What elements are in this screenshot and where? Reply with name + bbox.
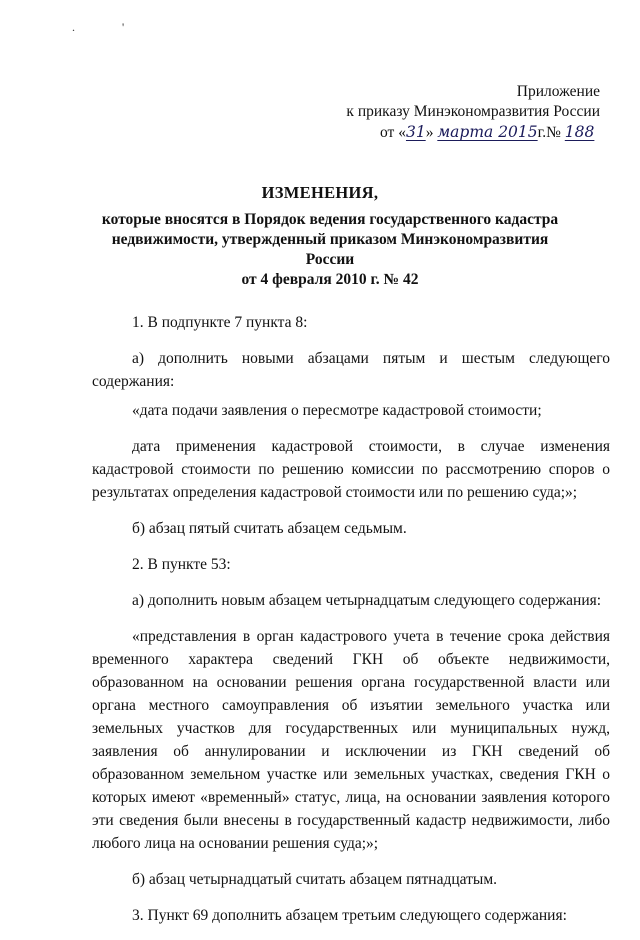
appendix-label: Приложение xyxy=(516,83,600,100)
paragraph: а) дополнить новым абзацем четырнадцатым следующего содержания: xyxy=(132,592,602,609)
paragraph: дата применения кадастровой стоимости, в случае изменения кадастровой стоимости по решению комиссии по рассмотрению споров о результатах определения кадастровой стоимости или по решению суда;»; xyxy=(92,438,610,501)
document-title: ИЗМЕНЕНИЯ, xyxy=(261,183,379,202)
paragraph: 1. В подпункте 7 пункта 8: xyxy=(132,314,308,331)
order-date-line xyxy=(340,122,600,143)
paragraph: 3. Пункт 69 дополнить абзацем третьим следующего содержания: xyxy=(132,907,567,924)
paragraph: «представления в орган кадастрового учета в течение срока действия временного характера сведений ГКН об объекте недвижимости, образованном на основании решения органа государственной власти или органа местного самоуправления об изъятии земельного участка или земельных участков для государственных или муниципальных нужд, заявления об аннулировании и исключении из ГКН сведений об образованном земельном участке или земельных участках, сведения ГКН о которых имеют «временный» статус, лица, на основании заявления которого эти сведения были внесены в государственный кадастр недвижимости, либо любого лица на основании решения суда;»; xyxy=(92,628,610,852)
paragraph: б) абзац пятый считать абзацем седьмым. xyxy=(132,520,407,537)
paragraph: б) абзац четырнадцатый считать абзацем пятнадцатым. xyxy=(132,871,498,888)
order-suffix: г.№ xyxy=(537,124,561,141)
subtitle-line-3: от 4 февраля 2010 г. № 42 xyxy=(241,271,419,288)
subtitle-line-2: недвижимости, утвержденный приказом Минэкономразвития России xyxy=(111,231,549,268)
appendix-order-reference: к приказу Минэкономразвития России xyxy=(346,103,600,120)
appendix-header xyxy=(340,82,600,143)
paragraph: 2. В пункте 53: xyxy=(132,556,231,573)
paragraph: «дата подачи заявления о пересмотре кадастровой стоимости; xyxy=(132,402,542,419)
margin-marks: . ' xyxy=(72,20,147,34)
subtitle-line-1: которые вносятся в Порядок ведения государственного кадастра xyxy=(101,211,559,228)
document-body xyxy=(92,311,610,940)
document-subtitle xyxy=(100,210,560,290)
order-prefix: от « xyxy=(380,124,406,141)
paragraph: а) дополнить новыми абзацами пятым и шестым следующего содержания: xyxy=(92,350,610,390)
order-day: 31 xyxy=(405,123,426,141)
order-mid: » xyxy=(425,124,434,141)
order-number: 188 xyxy=(564,123,595,141)
order-month-year: марта 2015 xyxy=(437,123,538,141)
